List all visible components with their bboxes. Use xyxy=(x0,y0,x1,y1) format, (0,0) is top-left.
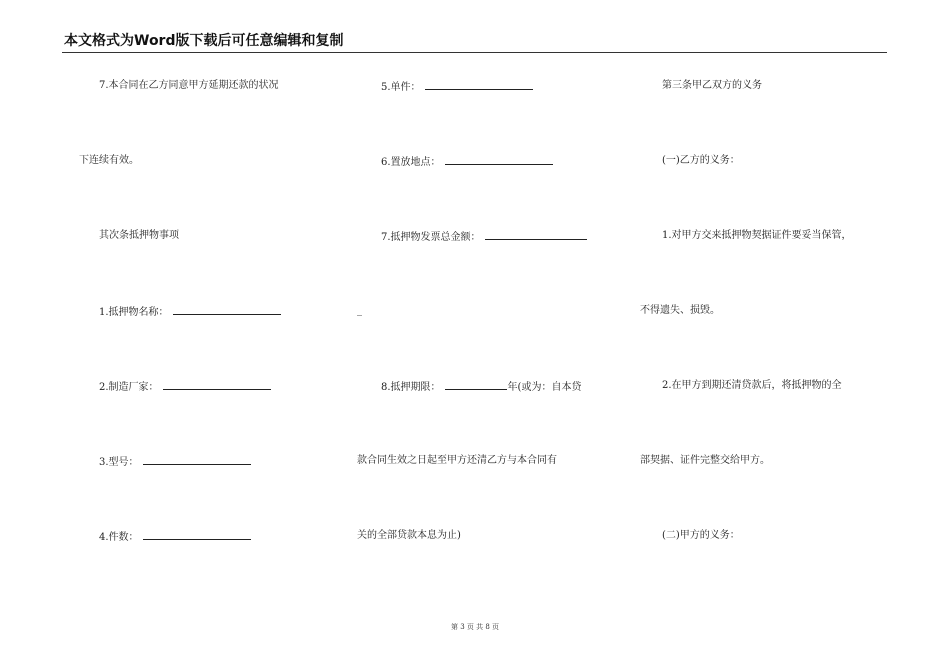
col1-line-4 xyxy=(99,304,281,320)
unit-price-blank xyxy=(425,79,533,90)
col2-line-1 xyxy=(381,79,533,95)
quantity-blank xyxy=(143,529,251,540)
col2-line-5 xyxy=(381,379,581,395)
col3-line-5: 2.在甲方到期还清贷款后，将抵押物的全 xyxy=(662,380,842,391)
col2-line-3 xyxy=(381,229,587,245)
col3-line-6: 部契据、证件完整交给甲方。 xyxy=(640,455,770,466)
col1-line-3: 其次条抵押物事项 xyxy=(99,230,179,241)
manufacturer-label: 2.制造厂家： xyxy=(99,382,159,393)
col3-line-2: (一)乙方的义务： xyxy=(662,155,740,166)
col3-line-1: 第三条甲乙双方的义务 xyxy=(662,80,762,91)
col2-line-4: _ xyxy=(357,305,362,316)
col3-line-4: 不得遗失、损毁。 xyxy=(640,305,720,316)
unit-price-label: 5.单件： xyxy=(381,82,421,93)
manufacturer-blank xyxy=(163,379,271,390)
invoice-total-blank xyxy=(485,229,587,240)
invoice-total-label: 7.抵押物发票总金额： xyxy=(381,232,481,243)
page-number: 第 3 页 共 8 页 xyxy=(450,623,500,631)
col3-line-3: 1.对甲方交来抵押物契据证件要妥当保管， xyxy=(662,230,852,241)
document-header-title: 本文格式为Word版下载后可任意编辑和复制 xyxy=(64,33,344,49)
pledge-term-label: 8.抵押期限： xyxy=(381,382,441,393)
header-divider xyxy=(62,52,887,53)
model-label: 3.型号： xyxy=(99,457,139,468)
quantity-label: 4.件数： xyxy=(99,532,139,543)
col1-line-6 xyxy=(99,454,251,470)
col1-line-1: 7.本合同在乙方同意甲方延期还款的状况 xyxy=(99,80,279,91)
location-label: 6.置放地点： xyxy=(381,157,441,168)
model-blank xyxy=(143,454,251,465)
collateral-name-blank xyxy=(173,304,281,315)
col3-line-7: (二)甲方的义务： xyxy=(662,530,740,541)
col1-line-5 xyxy=(99,379,271,395)
col2-line-6: 款合同生效之日起至甲方还清乙方与本合同有 xyxy=(357,455,557,466)
location-blank xyxy=(445,154,553,165)
col2-line-7: 关的全部贷款本息为止) xyxy=(357,530,461,541)
col2-line-2 xyxy=(381,154,553,170)
col1-line-2: 下连续有效。 xyxy=(79,155,139,166)
collateral-name-label: 1.抵押物名称： xyxy=(99,307,169,318)
pledge-term-suffix: 年(或为：自本贷 xyxy=(507,382,582,393)
col1-line-7 xyxy=(99,529,251,545)
pledge-term-blank xyxy=(445,379,507,390)
